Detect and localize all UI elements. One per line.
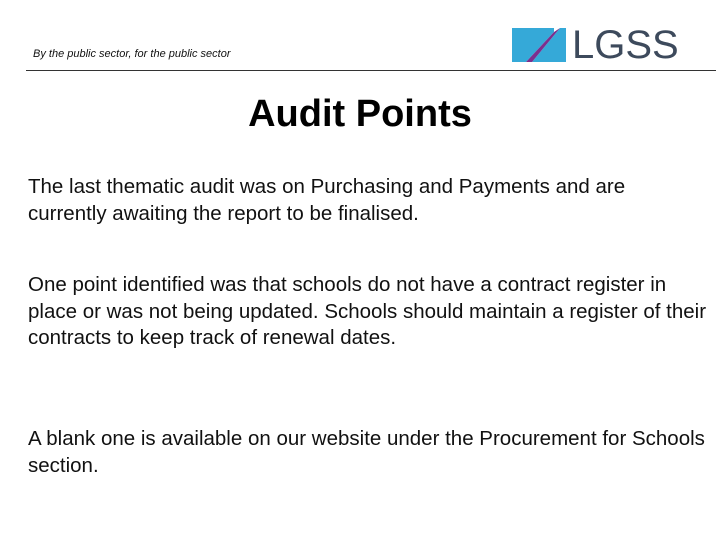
logo-wordmark: LGSS (572, 23, 679, 67)
header-divider (26, 70, 716, 71)
lgss-brand-mark-icon (510, 22, 568, 68)
body-paragraph: A blank one is available on our website under the Procurement for Schools section. (28, 427, 705, 477)
lgss-logo (510, 22, 680, 68)
body-paragraph: One point identified was that schools do not have a contract register in place or was not being updated. Schools should maintain a register of their contracts to keep track of renewal dates. (28, 273, 707, 349)
header-tagline: By the public sector, for the public sector (33, 48, 231, 60)
body-paragraph: The last thematic audit was on Purchasing and Payments and are currently awaiting the report to be finalised. (28, 175, 626, 225)
slide-title: Audit Points (248, 93, 472, 135)
